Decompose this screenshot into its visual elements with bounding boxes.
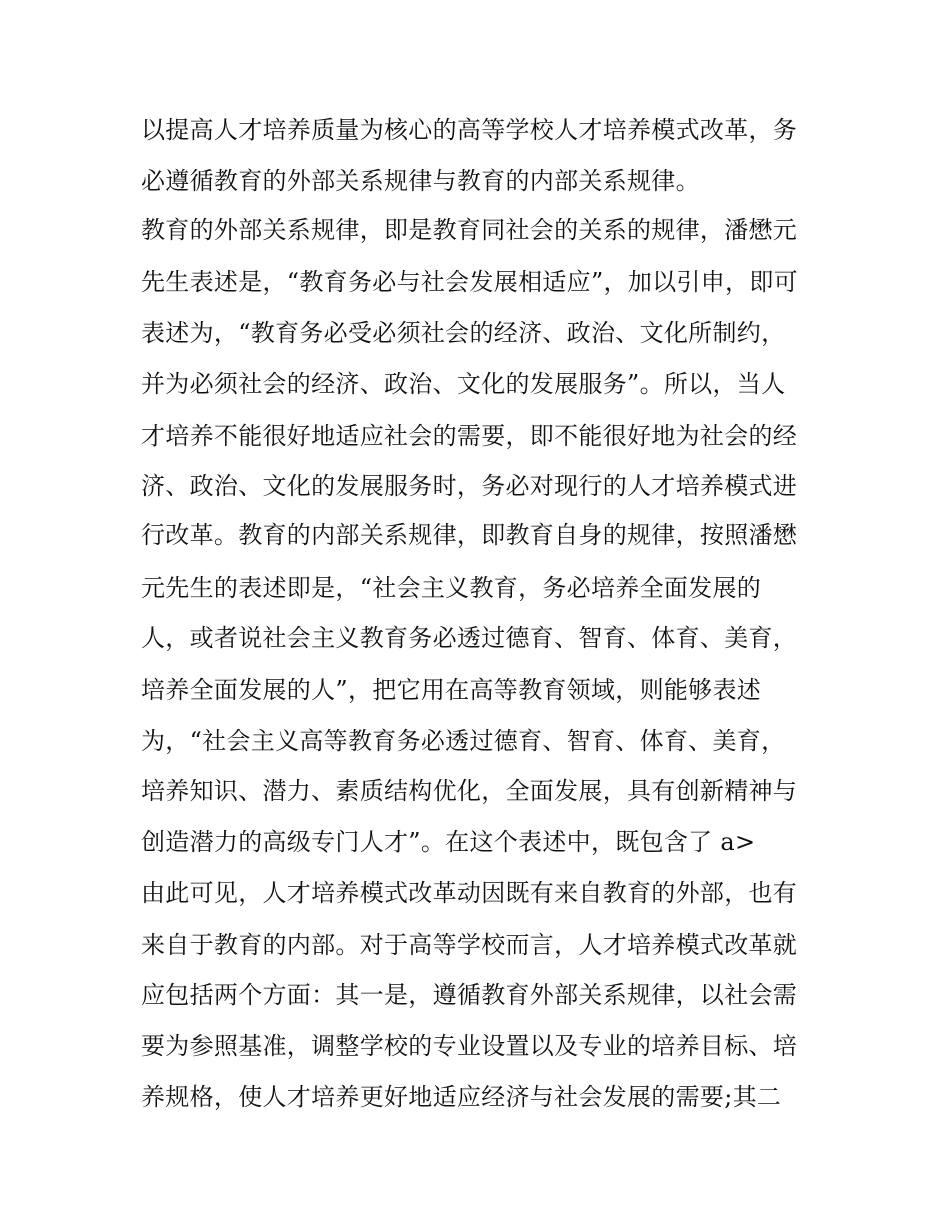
text-line: 来自于教育的内部。对于高等学校而言，人才培养模式改革就 [141, 931, 798, 959]
text-line: 创造潜力的高级专门人才”。在这个表述中，既包含了 a> [141, 828, 756, 856]
text-line: 教育的外部关系规律，即是教育同社会的关系的规律，潘懋元 [141, 216, 798, 244]
text-line: 培养知识、潜力、素质结构优化，全面发展，具有创新精神与 [141, 777, 798, 805]
text-line: 必遵循教育的外部关系规律与教育的内部关系规律。 [141, 167, 700, 195]
text-line: 由此可见，人才培养模式改革动因既有来自教育的外部，也有 [141, 879, 798, 907]
text-line: 为，“社会主义高等教育务必透过德育、智育、体育、美育， [141, 727, 786, 755]
text-line: 人，或者说社会主义教育务必透过德育、智育、体育、美育， [141, 624, 798, 652]
text-line: 元先生的表述即是，“社会主义教育，务必培养全面发展的 [141, 574, 762, 602]
text-line: 养规格，使人才培养更好地适应经济与社会发展的需要;其二 [141, 1083, 782, 1111]
text-line: 并为必须社会的经济、政治、文化的发展服务”。所以，当人 [141, 370, 786, 398]
text-line: 要为参照基准，调整学校的专业设置以及专业的培养目标、培 [141, 1032, 798, 1060]
text-line: 济、政治、文化的发展服务时，务必对现行的人才培养模式进 [141, 472, 798, 500]
text-line: 以提高人才培养质量为核心的高等学校人才培养模式改革，务 [141, 116, 798, 144]
text-line: 先生表述是，“教育务必与社会发展相适应”，加以引申，即可 [141, 268, 798, 296]
text-line: 应包括两个方面：其一是，遵循教育外部关系规律，以社会需 [141, 981, 798, 1009]
text-line: 行改革。教育的内部关系规律，即教育自身的规律，按照潘懋 [141, 521, 798, 549]
text-line: 表述为，“教育务必受必须社会的经济、政治、文化所制约， [141, 319, 786, 347]
text-line: 培养全面发展的人”，把它用在高等教育领域，则能够表述 [141, 676, 762, 704]
text-line: 才培养不能很好地适应社会的需要，即不能很好地为社会的经 [141, 422, 798, 450]
